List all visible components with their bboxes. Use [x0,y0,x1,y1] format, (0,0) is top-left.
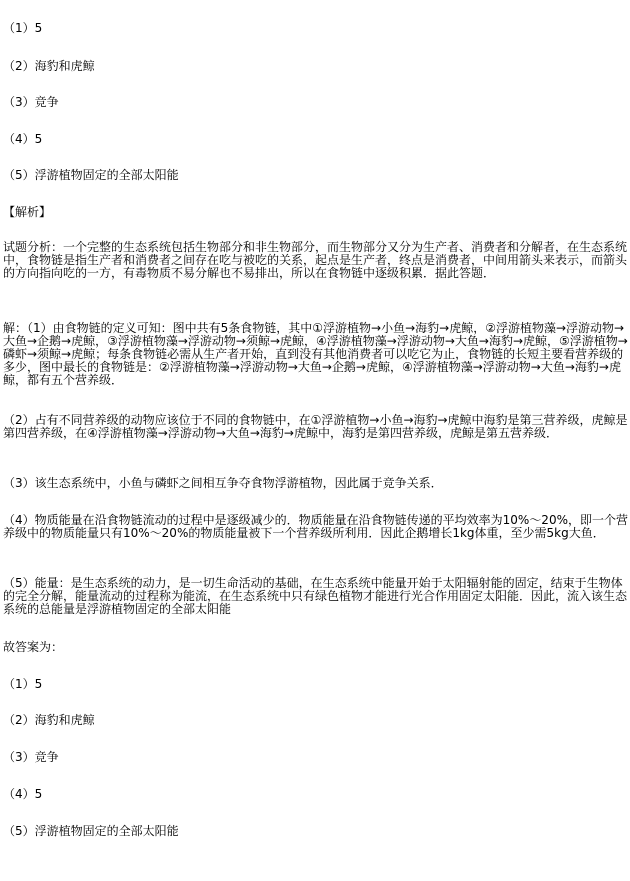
solution-step-5: （5）能量：是生态系统的动力，是一切生命活动的基础，在生态系统中能量开始于太阳辐射能的固定，结束于生物体的完全分解，能量流动的过程称为能流，在生态系统中只有绿色植物才能进行光合作用固定太阳能．因此，流入该生态系统的总能量是浮游植物固定的全部太阳能 [3,576,628,616]
answer-bottom-3: （3）竞争 [3,750,59,764]
answer-bottom-2: （2）海豹和虎鲸 [3,713,95,727]
answer-top-1: （1）5 [3,21,43,35]
analysis-heading: 【解析】 [3,205,52,219]
answer-bottom-1: （1）5 [3,677,43,691]
analysis-paragraph: 试题分析：一个完整的生态系统包括生物部分和非生物部分，而生物部分又分为生产者、消费者和分解者，在生态系统中，食物链是指生产者和消费者之间存在吃与被吃的关系，起点是生产者，终点是消费者，中间用箭头来表示，而箭头的方向指向吃的一方，有毒物质不易分解也不易排出，所以在食物链中逐级积累．据此答题． [3,240,628,280]
solution-step-1: 解：（1）由食物链的定义可知：图中共有5条食物链，其中①浮游植物→小鱼→海豹→虎鲸，②浮游植物藻→浮游动物→大鱼→企鹅→虎鲸，③浮游植物藻→浮游动物→须鲸→虎鲸，④浮游植物藻→浮游动物→大鱼→海豹→虎鲸，⑤浮游植物→磷虾→须鲸→虎鲸；每条食物链必需从生产者开始，直到没有其他消费者可以吃它为止，食物链的长短主要看营养级的多少，图中最长的食物链是：②浮游植物藻→浮游动物→大鱼→企鹅→虎鲸，④浮游植物藻→浮游动物→大鱼→海豹→虎鲸，都有五个营养级． [3,321,628,387]
answer-bottom-5: （5）浮游植物固定的全部太阳能 [3,824,179,838]
solution-step-2: （2）占有不同营养级的动物应该位于不同的食物链中，在①浮游植物→小鱼→海豹→虎鲸中海豹是第三营养级，虎鲸是第四营养级，在④浮游植物藻→浮游动物→大鱼→海豹→虎鲸中，海豹是第四营养级，虎鲸是第五营养级． [3,413,628,440]
answer-top-4: （4）5 [3,132,43,146]
answer-top-2: （2）海豹和虎鲸 [3,59,95,73]
answer-bottom-4: （4）5 [3,787,43,801]
conclusion-label: 故答案为： [3,640,64,654]
answer-top-5: （5）浮游植物固定的全部太阳能 [3,168,179,182]
answer-top-3: （3）竞争 [3,95,59,109]
solution-step-3: （3）该生态系统中，小鱼与磷虾之间相互争夺食物浮游植物，因此属于竞争关系． [3,476,443,490]
solution-step-4: （4）物质能量在沿食物链流动的过程中是逐级减少的．物质能量在沿食物链传递的平均效率为10%～20%，即一个营养级中的物质能量只有10%～20%的物质能量被下一个营养级所利用．因此企鹅增长1kg体重，至少需5kg大鱼． [3,513,628,540]
